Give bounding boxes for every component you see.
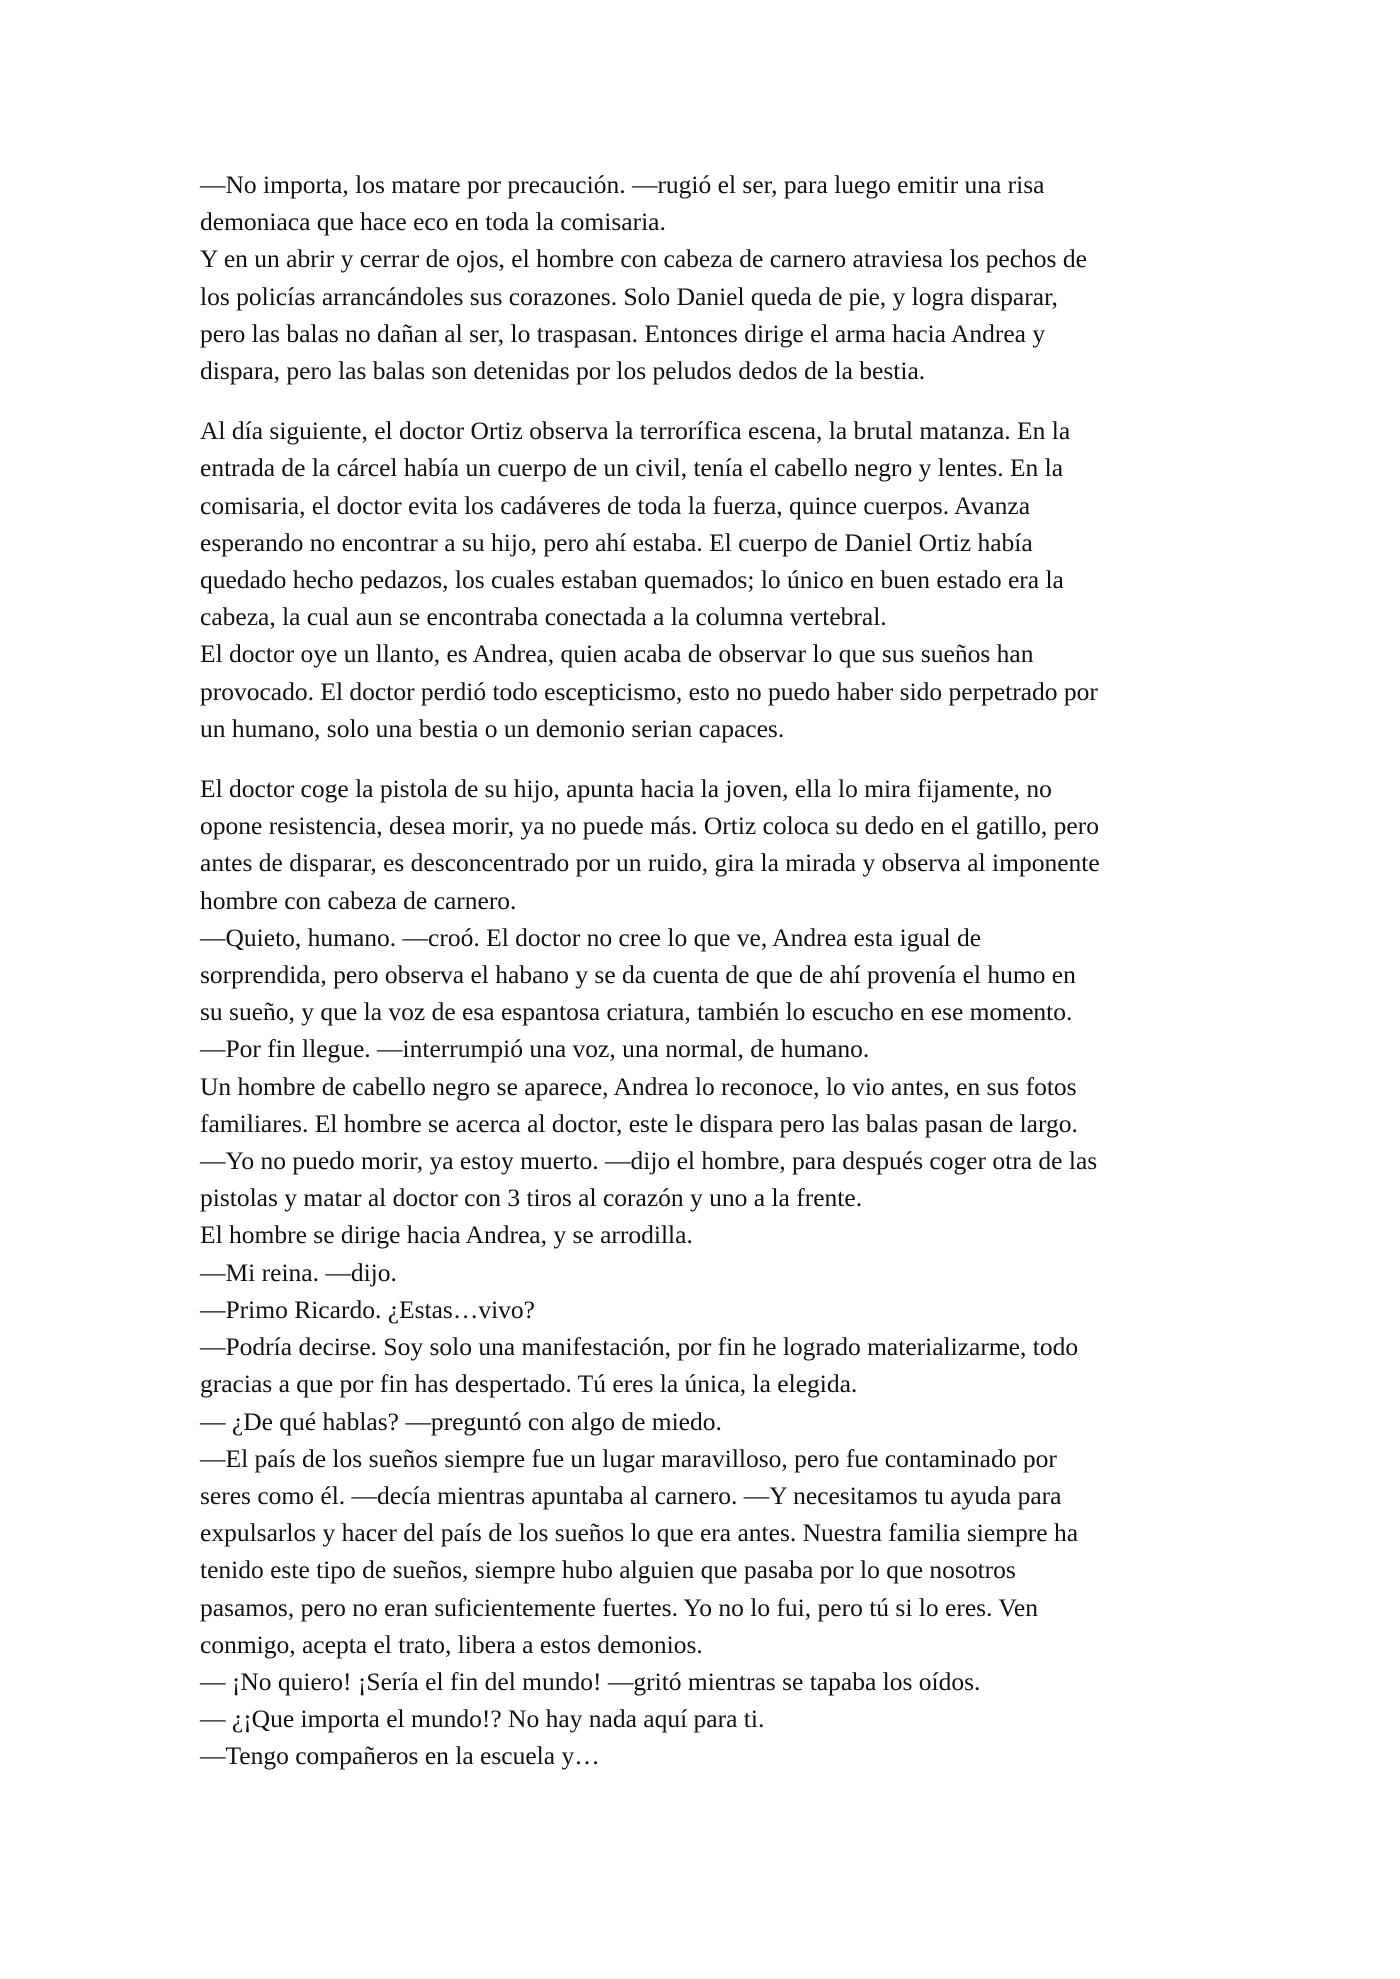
text-line: su sueño, y que la voz de esa espantosa criatura, también lo escucho en ese momento. — [200, 997, 1073, 1027]
text-line: —No importa, los matare por precaución. —rugió el ser, para luego emitir una risa — [200, 170, 1045, 199]
paragraph-2 — [200, 412, 1210, 747]
text-line: los policías arrancándoles sus corazones. Solo Daniel queda de pie, y logra disparar, — [200, 281, 1058, 311]
text-line: — ¿De qué hablas? —preguntó con algo de miedo. — [200, 1406, 722, 1436]
paragraph-3 — [200, 770, 1210, 1774]
text-line: —Quieto, humano. —croó. El doctor no cree lo que ve, Andrea esta igual de — [200, 922, 982, 952]
text-line: —Yo no puedo morir, ya estoy muerto. —dijo el hombre, para después coger otra de las — [200, 1146, 1098, 1176]
text-line: pero las balas no dañan al ser, lo traspasan. Entonces dirige el arma hacia Andrea y — [200, 318, 1046, 348]
text-line: Al día siguiente, el doctor Ortiz observa la terrorífica escena, la brutal matanza. En la — [200, 416, 1071, 446]
text-line: pistolas y matar al doctor con 3 tiros al corazón y uno a la frente. — [200, 1183, 863, 1213]
text-line: —Mi reina. —dijo. — [200, 1257, 397, 1287]
text-line: esperando no encontrar a su hijo, pero ahí estaba. El cuerpo de Daniel Ortiz había — [200, 527, 1033, 557]
text-line: Un hombre de cabello negro se aparece, Andrea lo reconoce, lo vio antes, en sus fotos — [200, 1071, 1077, 1101]
text-line: tenido este tipo de sueños, siempre hubo alguien que pasaba por lo que nosotros — [200, 1555, 1016, 1585]
text-line: —Primo Ricardo. ¿Estas…vivo? — [200, 1294, 535, 1324]
text-line: —El país de los sueños siempre fue un lugar maravilloso, pero fue contaminado por — [200, 1443, 1057, 1473]
text-line: expulsarlos y hacer del país de los sueños lo que era antes. Nuestra familia siempre ha — [200, 1518, 1079, 1548]
text-line: demoniaca que hace eco en toda la comisaria. — [200, 207, 666, 237]
text-line: un humano, solo una bestia o un demonio serian capaces. — [200, 713, 785, 743]
text-line: provocado. El doctor perdió todo escepticismo, esto no puedo haber sido perpetrado por — [200, 676, 1098, 706]
text-line: familiares. El hombre se acerca al doctor, este le dispara pero las balas pasan de largo. — [200, 1108, 1078, 1138]
paragraph-1 — [200, 166, 1210, 389]
text-line: cabeza, la cual aun se encontraba conectada a la columna vertebral. — [200, 602, 887, 632]
text-line: —Por fin llegue. —interrumpió una voz, una normal, de humano. — [200, 1034, 870, 1064]
text-line: El hombre se dirige hacia Andrea, y se arrodilla. — [200, 1220, 693, 1250]
text-line: pasamos, pero no eran suficientemente fuertes. Yo no lo fui, pero tú si lo eres. Ven — [200, 1592, 1039, 1622]
text-line: —Podría decirse. Soy solo una manifestación, por fin he logrado materializarme, todo — [200, 1332, 1079, 1362]
text-line: — ¿¡Que importa el mundo!? No hay nada aquí para ti. — [200, 1704, 765, 1734]
text-line: dispara, pero las balas son detenidas por los peludos dedos de la bestia. — [200, 356, 926, 386]
document-body — [200, 166, 1210, 1775]
text-line: hombre con cabeza de carnero. — [200, 885, 517, 915]
text-line: entrada de la cárcel había un cuerpo de un civil, tenía el cabello negro y lentes. En la — [200, 453, 1064, 483]
text-line: conmigo, acepta el trato, libera a estos demonios. — [200, 1629, 703, 1659]
text-line: El doctor coge la pistola de su hijo, apunta hacia la joven, ella lo mira fijamente, no — [200, 774, 1052, 804]
text-line: Y en un abrir y cerrar de ojos, el hombre con cabeza de carnero atraviesa los pechos de — [200, 244, 1087, 274]
text-line: opone resistencia, desea morir, ya no puede más. Ortiz coloca su dedo en el gatillo, pero — [200, 811, 1099, 841]
text-line: antes de disparar, es desconcentrado por un ruido, gira la mirada y observa al imponente — [200, 848, 1100, 878]
text-line: quedado hecho pedazos, los cuales estaban quemados; lo único en buen estado era la — [200, 565, 1064, 595]
text-line: comisaria, el doctor evita los cadáveres de toda la fuerza, quince cuerpos. Avanza — [200, 490, 1031, 520]
text-line: —Tengo compañeros en la escuela y… — [200, 1741, 600, 1771]
text-line: — ¡No quiero! ¡Sería el fin del mundo! —gritó mientras se tapaba los oídos. — [200, 1666, 981, 1696]
text-line: sorprendida, pero observa el habano y se da cuenta de que de ahí provenía el humo en — [200, 960, 1076, 990]
text-line: gracias a que por fin has despertado. Tú eres la única, la elegida. — [200, 1369, 858, 1399]
text-line: El doctor oye un llanto, es Andrea, quien acaba de observar lo que sus sueños han — [200, 639, 1034, 669]
text-line: seres como él. —decía mientras apuntaba al carnero. —Y necesitamos tu ayuda para — [200, 1480, 1062, 1510]
